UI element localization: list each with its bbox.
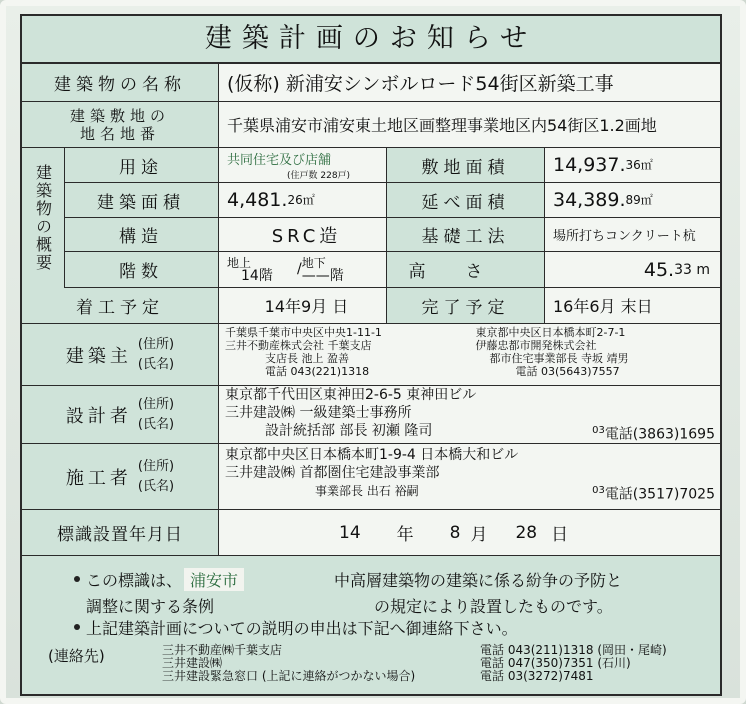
- height-label: 高さ: [386, 252, 544, 287]
- designer-addr-label: (住所): [137, 396, 175, 412]
- owner-right: [476, 326, 721, 378]
- constructor-name-label: (氏名): [137, 478, 175, 494]
- usage-value: 共同住宅及び店舗: [227, 153, 332, 168]
- structure-label: 構造: [119, 227, 163, 247]
- designer-name: 三井建設㈱ 一級建築士事務所: [225, 405, 412, 421]
- owner-right-rep: 都市住宅事業部長 寺坂 靖男: [489, 352, 629, 365]
- contact-3-tel: 電話 03(3272)7481: [480, 669, 594, 683]
- notice-1b: 中高層建築物の建築に係る紛争の予防と: [334, 571, 623, 590]
- site-label: [22, 102, 218, 147]
- constructor-addr-label: (住所): [137, 458, 175, 474]
- sign-date-day-unit: 日: [551, 525, 569, 545]
- row-sign-date: [22, 510, 720, 556]
- designer-label-cell: [22, 386, 218, 443]
- overview-label: 建築物の概要: [22, 148, 65, 288]
- notice-3: 上記建築計画についての説明の申出は下記へ御連絡下さい。: [86, 619, 518, 638]
- contact-2-name: 三井建設㈱: [162, 656, 223, 670]
- constructor-name: 三井建設㈱ 首都圏住宅建設事業部: [225, 465, 440, 481]
- constructor-addr: 東京都中央区日本橋本町1-9-4 日本橋大和ビル: [225, 447, 519, 463]
- owner-left-name: 三井不動産株式会社 千葉支店: [225, 339, 372, 352]
- foundation-label: 基礎工法: [386, 218, 544, 251]
- contact-3-name: 三井建設緊急窓口 (上記に連絡がつかない場合): [162, 669, 416, 683]
- notice-2a: 調整に関する条例: [86, 597, 215, 616]
- site-area-label: 敷地面積: [386, 148, 544, 182]
- site-area-value: 14,937.: [553, 154, 626, 176]
- constructor-tel-sup: 03: [592, 485, 605, 496]
- designer-name-label: (氏名): [137, 416, 175, 432]
- constructor-rep: 事業部長 出石 裕嗣: [315, 484, 419, 498]
- sign-date-month: 8: [449, 522, 461, 543]
- owner-details: [218, 324, 720, 385]
- designer-rep: 設計統括部 部長 初瀬 隆司: [265, 423, 433, 439]
- owner-label-cell: [22, 324, 218, 385]
- notice-board: [20, 14, 722, 696]
- row-usage: [64, 148, 720, 183]
- contact-label: (連絡先): [48, 647, 105, 665]
- constructor-details: [218, 444, 720, 509]
- constructor-tel-wrap: [592, 482, 715, 504]
- height-value: 45.: [643, 258, 675, 281]
- floors-below-label: 地下: [301, 255, 326, 270]
- floors-label: 階数: [119, 262, 163, 282]
- floor-area-frac: 89㎡: [625, 193, 653, 207]
- row-constructor: [22, 444, 720, 510]
- site-area-cell: [544, 148, 720, 182]
- notice-city: 浦安市: [184, 568, 244, 591]
- owner-sub-labels: [138, 335, 174, 375]
- sign-date-year: 14: [339, 522, 361, 543]
- contact-1-tel: 電話 043(211)1318 (岡田・尾崎): [480, 643, 667, 657]
- constructor-sub-labels: [138, 457, 174, 497]
- row-schedule: [22, 288, 720, 324]
- board-title: 建築計画のお知らせ: [22, 16, 720, 64]
- designer-line-3: [225, 422, 715, 444]
- contact-1-name: 三井不動産㈱千葉支店: [162, 643, 283, 657]
- complete-value: 16年6月 末日: [544, 288, 720, 323]
- designer-details: [218, 386, 720, 443]
- sign-date-year-unit: 年: [396, 525, 414, 545]
- bullet-1: [74, 576, 80, 582]
- designer-addr: 東京都千代田区東神田2-6-5 東神田ビル: [225, 387, 477, 403]
- site-label-2: 地名地番: [79, 124, 160, 143]
- start-value: 14年9月 日: [218, 288, 386, 323]
- building-area-value: 4,481.: [227, 189, 288, 211]
- complete-label: 完了予定: [386, 288, 544, 323]
- row-owner: [22, 324, 720, 386]
- row-area: [64, 183, 720, 218]
- designer-tel-sup: 03: [592, 425, 605, 436]
- floors-above-label: 地上: [227, 255, 252, 270]
- contact-2-tel: 電話 047(350)7351 (石川): [480, 656, 631, 670]
- designer-sub-labels: [138, 395, 174, 435]
- owner-left: [219, 326, 476, 378]
- usage-note: (住戸数 228戸): [287, 171, 351, 181]
- building-area-cell: [218, 183, 386, 217]
- row-designer: [22, 386, 720, 444]
- notice-1a: この標識は、: [86, 571, 183, 590]
- floors-below: [302, 257, 372, 283]
- notice-2b: の規定により設置したものです。: [374, 597, 613, 616]
- sign-date-label: 標識設置年月日: [57, 525, 183, 545]
- floors-below-value: ——階: [301, 267, 344, 284]
- row-building-name: [22, 64, 720, 102]
- row-site: [22, 102, 720, 148]
- start-label: 着工予定: [76, 298, 164, 318]
- floors-above-value: 14階: [241, 267, 273, 284]
- floors-above: [227, 257, 297, 283]
- foundation-value: 場所打ちコンクリート杭: [544, 218, 720, 251]
- constructor-label: 施工者: [65, 467, 132, 489]
- floor-area-value: 34,389.: [553, 189, 626, 211]
- owner-right-tel: 電話 03(5643)7557: [515, 365, 620, 378]
- site-address: 千葉県浦安市浦安東土地区画整理事業地区内54街区1.2画地: [218, 102, 720, 147]
- designer-tel-wrap: [592, 422, 715, 444]
- owner-right-name: 伊藤忠都市開発株式会社: [475, 339, 597, 352]
- owner-left-tel: 電話 043(221)1318: [265, 365, 370, 378]
- building-area-label: 建築面積: [97, 192, 185, 213]
- designer-tel: 電話(3863)1695: [604, 426, 715, 443]
- floor-area-label: 延べ面積: [386, 183, 544, 217]
- owner-right-addr: 東京都中央区日本橋本町2-7-1: [475, 326, 626, 339]
- site-area-frac: 36㎡: [625, 158, 653, 172]
- usage-value-cell: [218, 148, 386, 182]
- owner-addr-label: (住所): [137, 336, 175, 352]
- constructor-label-cell: [22, 444, 218, 509]
- owner-label: 建築主: [65, 345, 132, 367]
- sign-date-month-unit: 月: [470, 525, 488, 545]
- constructor-tel: 電話(3517)7025: [604, 486, 715, 503]
- site-label-1: 建築敷地の: [69, 106, 170, 125]
- sign-date-value: [218, 510, 720, 555]
- row-structure: [64, 218, 720, 252]
- floors-slash: /: [297, 261, 302, 277]
- building-name-value: (仮称) 新浦安シンボルロード54街区新築工事: [218, 64, 720, 101]
- row-floors: [64, 252, 720, 288]
- owner-name-label: (氏名): [137, 356, 175, 372]
- height-frac: 33 m: [674, 261, 710, 278]
- floors-cell: [218, 252, 386, 287]
- floor-area-cell: [544, 183, 720, 217]
- owner-left-addr: 千葉県千葉市中央区中央1-11-1: [225, 326, 382, 339]
- designer-label: 設計者: [65, 405, 132, 427]
- building-name-label: 建築物の名称: [54, 75, 186, 95]
- owner-left-rep: 支店長 池上 盈善: [265, 352, 349, 365]
- building-area-frac: 26㎡: [287, 193, 315, 207]
- height-cell: [544, 252, 720, 287]
- sign-date-day: 28: [515, 522, 538, 543]
- constructor-line-3: [225, 482, 715, 504]
- usage-label: 用途: [119, 157, 163, 178]
- bullet-2: [74, 624, 80, 630]
- structure-value: SRC造: [218, 218, 386, 251]
